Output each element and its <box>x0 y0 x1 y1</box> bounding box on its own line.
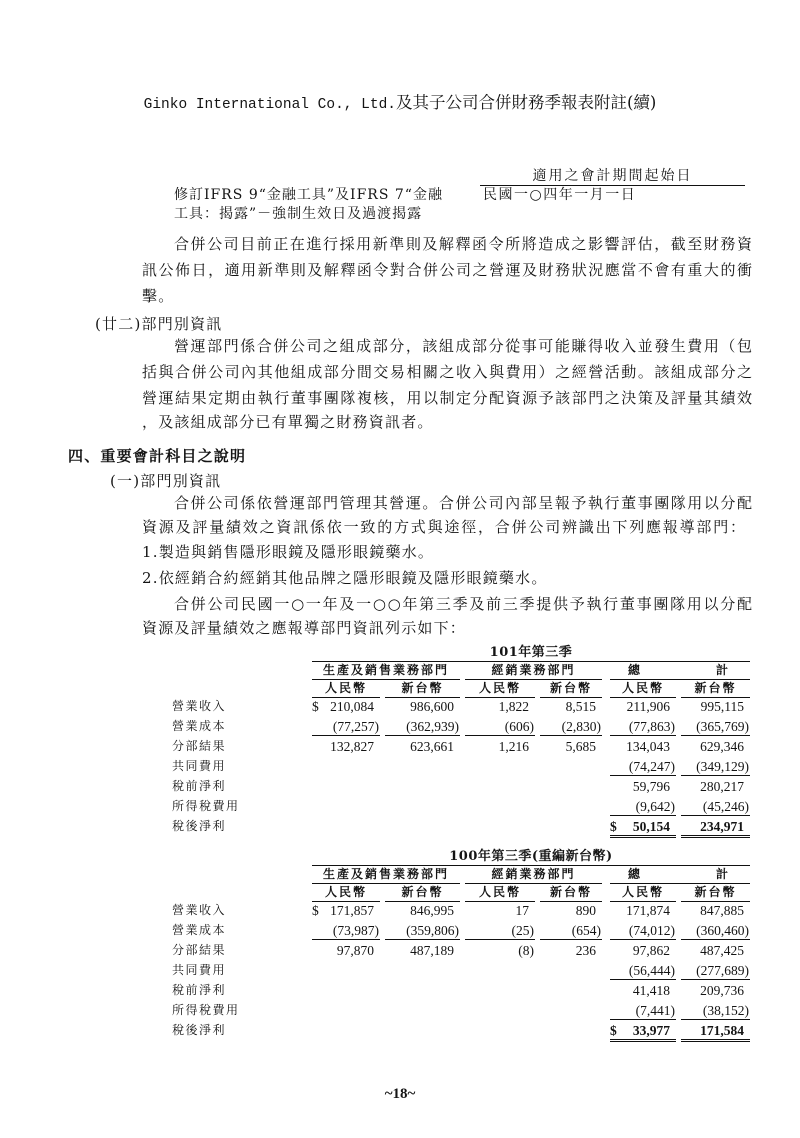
amount-value: (74,247) <box>628 759 675 774</box>
row-label: 所得稅費用 <box>172 1003 240 1017</box>
currency-header: 新台幣 <box>681 680 750 698</box>
currency-header: 新台幣 <box>385 680 460 698</box>
currency-symbol: $ <box>610 819 617 834</box>
amount-value: 487,425 <box>700 943 744 958</box>
amount-cell <box>610 1002 676 1020</box>
table-row <box>0 1002 800 1022</box>
row-label: 營業成本 <box>172 719 227 733</box>
amount-cell <box>610 962 676 980</box>
amount-cell <box>385 922 460 940</box>
amount-value: (606) <box>504 719 534 734</box>
paragraph-line: 合併公司係依營運部門管理其營運。合併公司內部呈報予執行董事團隊用以分配 <box>174 494 752 512</box>
amount-cell <box>540 718 602 736</box>
amount-value: (9,642) <box>635 799 675 814</box>
paragraph-line: 合併公司目前正在進行採用新準則及解釋函令所將造成之影響評估，截至財務資 <box>174 235 752 253</box>
amount-value: (74,012) <box>628 923 675 938</box>
amount-cell <box>681 718 750 736</box>
paragraph-line: 資源及評量績效之應報導部門資訊列示如下： <box>142 619 467 637</box>
amount-cell <box>465 738 535 755</box>
amount-value: (360,460) <box>696 923 749 938</box>
paragraph-line: 訊公佈日，適用新準則及解釋函令對合併公司之營運及財務狀況應當不會有重大的衝 <box>142 261 752 279</box>
report-title: 及其子公司合併財務季報表附註(續) <box>395 93 657 112</box>
amount-value: 132,827 <box>330 739 374 754</box>
amount-value: (7,441) <box>635 1003 675 1018</box>
currency-header: 人民幣 <box>312 680 380 698</box>
table-row <box>0 922 800 942</box>
amount-value: (25) <box>511 923 534 938</box>
segment-table-2011-q3 <box>0 848 800 1048</box>
amount-cell <box>610 922 676 940</box>
amount-value: 236 <box>575 943 596 958</box>
amount-cell <box>465 922 535 940</box>
segment-table-2012-q3 <box>0 644 800 844</box>
amount-cell <box>681 778 750 795</box>
amount-value: (277,689) <box>696 963 749 978</box>
paragraph-line: 資源及評量績效之資訊係依一致的方式與途徑，合併公司辨識出下列應報導部門： <box>142 518 745 536</box>
amount-cell <box>610 1022 676 1042</box>
amount-cell <box>312 738 380 755</box>
amount-cell <box>540 698 602 715</box>
amount-value: 41,418 <box>632 983 670 998</box>
amount-value: 487,189 <box>410 943 454 958</box>
section-heading: (廿二)部門別資訊 <box>95 315 223 333</box>
amount-value: (77,257) <box>332 719 379 734</box>
amount-value: (362,939) <box>406 719 459 734</box>
row-label: 營業收入 <box>172 699 227 713</box>
amount-value: 847,885 <box>700 903 744 918</box>
amount-value: 1,822 <box>498 699 529 714</box>
amount-cell <box>681 738 750 755</box>
currency-header: 人民幣 <box>610 884 676 902</box>
table-row <box>0 1022 800 1042</box>
table-row <box>0 698 800 718</box>
amount-value: (38,152) <box>702 1003 749 1018</box>
amount-value: 59,796 <box>632 779 670 794</box>
amount-cell <box>312 922 380 940</box>
amount-cell <box>610 818 676 838</box>
paragraph-line: 營運結果定期由執行董事團隊複核，用以制定分配資源予該部門之決策及評量其績效 <box>142 389 752 407</box>
table-row <box>0 738 800 758</box>
currency-header: 人民幣 <box>465 680 535 698</box>
currency-header: 人民幣 <box>610 680 676 698</box>
amount-value: 234,971 <box>700 819 744 834</box>
amount-value: (45,246) <box>702 799 749 814</box>
amount-cell <box>681 698 750 715</box>
amount-value: 171,874 <box>626 903 670 918</box>
amount-value: 171,857 <box>330 903 374 918</box>
amount-value: 5,685 <box>565 739 596 754</box>
amount-value: 629,346 <box>700 739 744 754</box>
table-title: 100年第三季(重編新台幣) <box>312 848 750 866</box>
page-number: ~18~ <box>384 1086 416 1102</box>
amount-value: 623,661 <box>410 739 454 754</box>
standard-item-line: 修訂IFRS 9“金融工具”及IFRS 7“金融 <box>174 187 443 203</box>
amount-cell <box>610 718 676 736</box>
amount-cell <box>610 738 676 755</box>
paragraph-line: 擊。 <box>142 287 175 305</box>
amount-value: (365,769) <box>696 719 749 734</box>
amount-cell <box>540 738 602 755</box>
paragraph-line: 合併公司民國一○一年及一○○年第三季及前三季提供予執行董事團隊用以分配 <box>174 595 752 613</box>
amount-cell <box>385 942 460 959</box>
amount-cell <box>681 962 750 980</box>
row-label: 稅後淨利 <box>172 1023 227 1037</box>
amount-value: 50,154 <box>632 819 670 834</box>
standard-item-line: 工具：揭露”－強制生效日及過渡揭露 <box>174 206 423 222</box>
currency-header: 新台幣 <box>681 884 750 902</box>
amount-cell <box>610 982 676 999</box>
amount-value: (73,987) <box>332 923 379 938</box>
amount-value: 97,870 <box>336 943 374 958</box>
table-row <box>0 818 800 838</box>
row-label: 營業收入 <box>172 903 227 917</box>
amount-cell <box>385 738 460 755</box>
table-row <box>0 758 800 778</box>
amount-cell <box>540 902 602 919</box>
page-header <box>0 92 800 116</box>
amount-cell <box>540 922 602 940</box>
paragraph-line: 營運部門係合併公司之組成部分，該組成部分從事可能賺得收入並發生費用（包 <box>174 337 752 355</box>
row-label: 分部結果 <box>172 739 227 753</box>
table-row <box>0 798 800 818</box>
amount-value: 33,977 <box>632 1023 670 1038</box>
amount-value: (654) <box>571 923 601 938</box>
amount-cell <box>465 942 535 959</box>
amount-cell <box>312 718 380 736</box>
amount-cell <box>610 798 676 816</box>
amount-value: 211,906 <box>626 699 670 714</box>
amount-value: (8) <box>518 943 534 958</box>
row-label: 共同費用 <box>172 963 227 977</box>
amount-cell <box>681 818 750 838</box>
amount-value: 280,217 <box>700 779 744 794</box>
amount-cell <box>540 942 602 959</box>
amount-cell <box>681 758 750 776</box>
currency-symbol: $ <box>312 903 319 918</box>
amount-value: 8,515 <box>565 699 596 714</box>
section-heading: 四、重要會計科目之說明 <box>68 447 247 465</box>
amount-value: 134,043 <box>626 739 670 754</box>
amount-cell <box>312 698 380 715</box>
amount-value: (77,863) <box>628 719 675 734</box>
effective-date: 民國一○四年一月一日 <box>483 187 637 203</box>
table-row <box>0 718 800 738</box>
amount-value: (2,830) <box>561 719 601 734</box>
amount-cell <box>681 1022 750 1042</box>
amount-cell <box>385 902 460 919</box>
segment-list-item: 1.製造與銷售隱形眼鏡及隱形眼鏡藥水。 <box>142 543 435 561</box>
amount-value: (56,444) <box>628 963 675 978</box>
amount-cell <box>385 718 460 736</box>
segment-group-header: 總 計 <box>610 866 750 884</box>
row-label: 稅前淨利 <box>172 983 227 997</box>
amount-cell <box>385 698 460 715</box>
amount-cell <box>610 902 676 919</box>
row-label: 稅後淨利 <box>172 819 227 833</box>
amount-value: 171,584 <box>700 1023 744 1038</box>
effective-date-column-heading: 適用之會計期間起始日 <box>480 168 745 186</box>
table-title: 101年第三季 <box>312 644 750 662</box>
segment-group-header: 經銷業務部門 <box>465 866 602 884</box>
currency-header: 新台幣 <box>540 884 602 902</box>
paragraph-line: 括與合併公司內其他組成部分間交易相關之收入與費用）之經營活動。該組成部分之 <box>142 363 752 381</box>
amount-cell <box>681 1002 750 1020</box>
segment-group-header: 經銷業務部門 <box>465 662 602 680</box>
amount-value: 995,115 <box>700 699 744 714</box>
table-row <box>0 942 800 962</box>
amount-value: 986,600 <box>410 699 454 714</box>
company-name: Ginko International Co., Ltd. <box>143 97 396 113</box>
row-label: 所得稅費用 <box>172 799 240 813</box>
currency-header: 新台幣 <box>385 884 460 902</box>
table-row <box>0 778 800 798</box>
row-label: 稅前淨利 <box>172 779 227 793</box>
amount-value: (359,806) <box>406 923 459 938</box>
segment-group-header: 總 計 <box>610 662 750 680</box>
amount-value: 97,862 <box>632 943 670 958</box>
amount-value: 1,216 <box>498 739 529 754</box>
subsection-heading: (一)部門別資訊 <box>110 472 222 490</box>
amount-cell <box>681 902 750 919</box>
segment-list-item: 2.依經銷合約經銷其他品牌之隱形眼鏡及隱形眼鏡藥水。 <box>142 569 548 587</box>
amount-cell <box>681 922 750 940</box>
currency-symbol: $ <box>610 1023 617 1038</box>
amount-cell <box>610 778 676 795</box>
amount-cell <box>681 942 750 959</box>
amount-value: 846,995 <box>410 903 454 918</box>
table-row <box>0 962 800 982</box>
amount-cell <box>312 902 380 919</box>
currency-header: 新台幣 <box>540 680 602 698</box>
paragraph-line: ，及該組成部分已有單獨之財務資訊者。 <box>142 413 434 431</box>
amount-cell <box>312 942 380 959</box>
amount-value: (349,129) <box>696 759 749 774</box>
currency-header: 人民幣 <box>465 884 535 902</box>
currency-symbol: $ <box>312 699 319 714</box>
segment-group-header: 生產及銷售業務部門 <box>312 662 460 680</box>
amount-value: 890 <box>575 903 596 918</box>
row-label: 分部結果 <box>172 943 227 957</box>
amount-cell <box>465 902 535 919</box>
amount-cell <box>465 718 535 736</box>
amount-cell <box>610 942 676 959</box>
amount-cell <box>610 758 676 776</box>
row-label: 營業成本 <box>172 923 227 937</box>
amount-cell <box>681 798 750 816</box>
currency-header: 人民幣 <box>312 884 380 902</box>
segment-group-header: 生產及銷售業務部門 <box>312 866 460 884</box>
amount-value: 17 <box>515 903 529 918</box>
amount-cell <box>465 698 535 715</box>
row-label: 共同費用 <box>172 759 227 773</box>
table-row <box>0 902 800 922</box>
amount-value: 210,084 <box>330 699 374 714</box>
amount-cell <box>681 982 750 999</box>
table-row <box>0 982 800 1002</box>
amount-value: 209,736 <box>700 983 744 998</box>
amount-cell <box>610 698 676 715</box>
